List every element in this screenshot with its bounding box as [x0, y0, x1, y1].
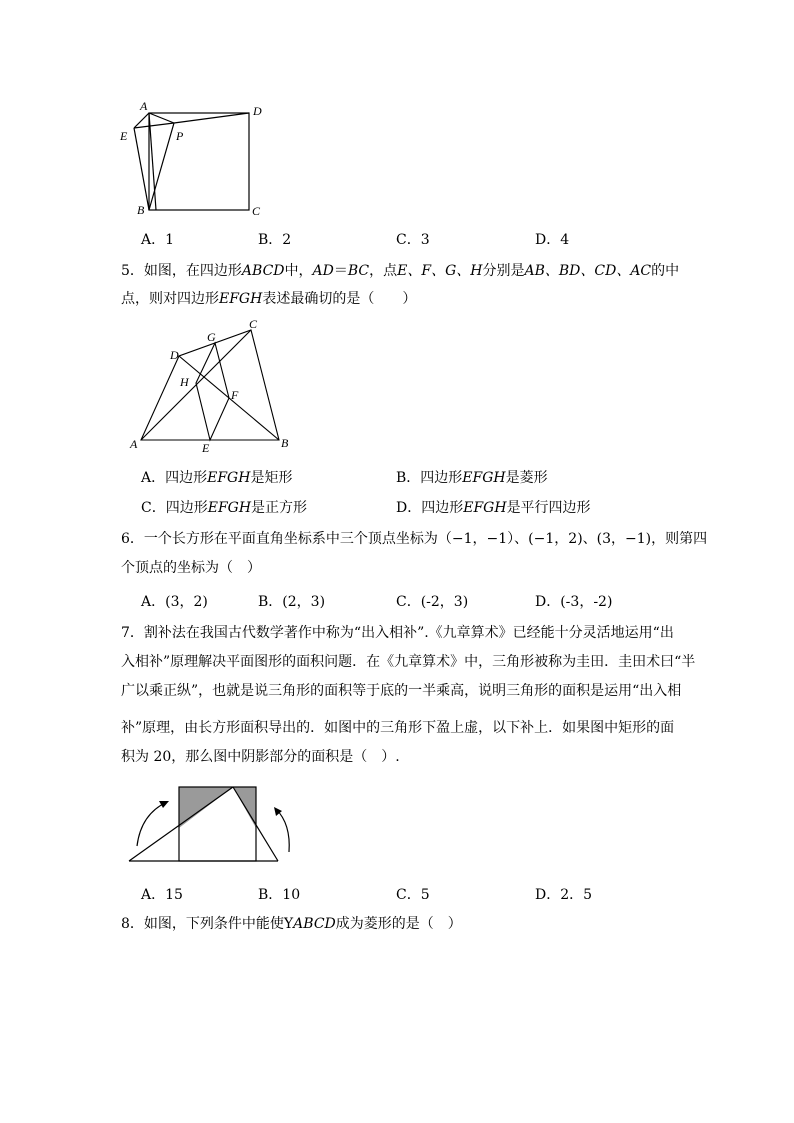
fig5-label-h: H [180, 375, 189, 389]
fig5-label-a: A [130, 437, 138, 451]
q5-option-a[interactable]: A．四边形EFGH是矩形 [141, 470, 293, 486]
q4-option-c[interactable]: C．3 [396, 232, 430, 248]
right-curved-arrow [276, 809, 289, 852]
q4-option-d[interactable]: D．4 [535, 232, 570, 248]
fig5-label-e: E [202, 441, 210, 455]
q5-question-line1: 5．如图，在四边形ABCD中，AD＝BC，点E、F、G、H分别是AB、BD、CD、AC的中 [121, 263, 680, 279]
q8-question: 8．如图，下列条件中能使YABCD成为菱形的是（ ） [121, 916, 462, 932]
q5-option-c[interactable]: C．四边形EFGH是正方形 [141, 500, 308, 516]
fig4-label-c: C [252, 204, 261, 218]
fig4-label-e: E [120, 129, 128, 143]
q5-option-b[interactable]: B．四边形EFGH是菱形 [396, 470, 548, 486]
left-arrowhead [159, 801, 169, 808]
q6-question-line2: 个顶点的坐标为（ ） [121, 560, 261, 576]
q6-option-c[interactable]: C．(-2，3) [396, 594, 469, 610]
q7-option-a[interactable]: A．15 [141, 887, 183, 903]
fig4-label-b: B [137, 203, 145, 217]
fig4-label-d: D [253, 104, 262, 118]
fig5-label-f: F [231, 388, 239, 402]
q5-option-d[interactable]: D．四边形EFGH是平行四边形 [396, 500, 591, 516]
fig5-label-d: D [170, 348, 179, 362]
q7-option-c[interactable]: C．5 [396, 887, 430, 903]
q4-option-b[interactable]: B．2 [258, 232, 292, 248]
q7-option-b[interactable]: B．10 [258, 887, 301, 903]
q7-question-line5: 积为 20，那么图中阴影部分的面积是（ ）. [121, 749, 400, 765]
q6-option-d[interactable]: D．(-3，-2) [535, 594, 613, 610]
q7-question-line1: 7．割补法在我国古代数学著作中称为“出入相补”.《九章算术》已经能十分灵活地运用“出 [121, 625, 674, 641]
q6-option-a[interactable]: A．(3，2) [141, 594, 208, 610]
q6-question-line1: 6．一个长方形在平面直角坐标系中三个顶点坐标为（−1，−1）、(−1，2)、(3，−1)，则第四 [121, 531, 708, 547]
q7-question-line4: 补”原理，由长方形面积导出的．如图中的三角形下盈上虚，以下补上．如果图中矩形的面 [121, 720, 675, 736]
q6-option-b[interactable]: B．(2，3) [258, 594, 326, 610]
q4-option-a[interactable]: A．1 [141, 232, 175, 248]
q7-option-d[interactable]: D．2．5 [535, 887, 593, 903]
fig5-label-b: B [281, 436, 289, 450]
figure-q7-triangle-rectangle [125, 780, 305, 866]
q7-question-line2: 入相补”原理解决平面图形的面积问题．在《九章算术》中，三角形被称为圭田．圭田术曰“半 [121, 654, 696, 670]
left-curved-arrow [137, 802, 167, 846]
fig4-label-a: A [140, 99, 148, 113]
q5-question-line2: 点，则对四边形EFGH表述最确切的是（ ） [121, 291, 417, 307]
q7-question-line3: 广以乘正纵”，也就是说三角形的面积等于底的一半乘高，说明三角形的面积是运用“出入相 [121, 683, 682, 699]
figure-q5-quadrilateral [125, 315, 295, 455]
figure-q4-square [112, 96, 272, 221]
fig5-label-g: G [207, 330, 216, 344]
fig5-label-c: C [249, 317, 258, 331]
fig4-label-p: P [176, 129, 184, 143]
